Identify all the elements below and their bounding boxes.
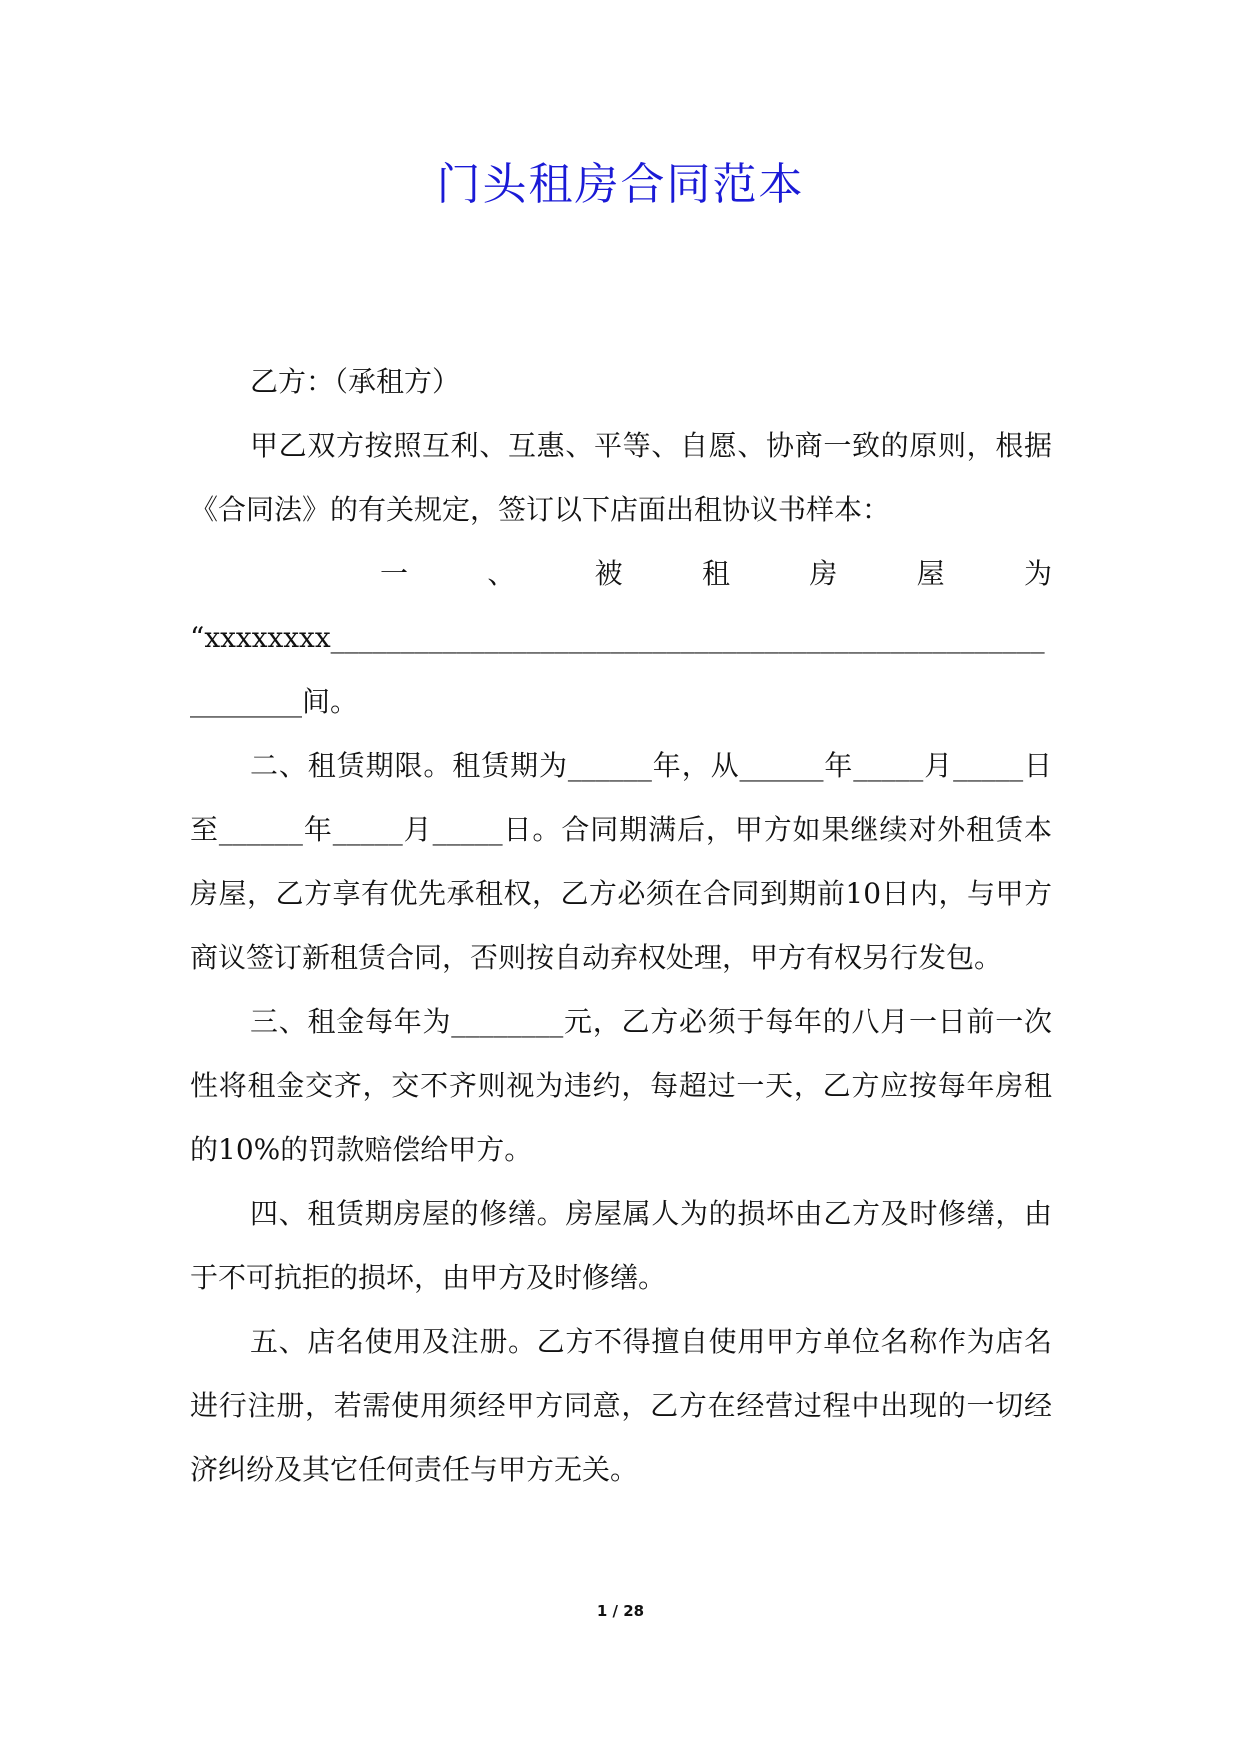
paragraph-party-b: 乙方：（承租方） [250, 365, 461, 398]
paragraph-clause-2-lease-term: 二、租赁期限。租赁期为______年，从______年_____月_____日至______年_____月_____日。合同期满后，甲方如果继续对外租赁本房屋，乙方享有优先承租权，乙方必须在合同到期前10日内，与甲方商议签订新租赁合同，否则按自动弃权处理，甲方有权另行发包。 [190, 749, 1052, 974]
paragraph-intro: 甲乙双方按照互利、互惠、平等、自愿、协商一致的原则，根据《合同法》的有关规定，签订以下店面出租协议书样本： [190, 429, 1052, 526]
paragraph-clause-3-rent: 三、租金每年为________元，乙方必须于每年的八月一日前一次性将租金交齐，交不齐则视为违约，每超过一天，乙方应按每年房租的10%的罚款赔偿给甲方。 [190, 1005, 1052, 1166]
paragraph-clause-1-heading: 一、被租房屋为 [380, 557, 1052, 590]
page-number: 1 / 28 [596, 1602, 645, 1620]
paragraph-clause-5-store-name: 五、店名使用及注册。乙方不得擅自使用甲方单位名称作为店名进行注册，若需使用须经甲方同意，乙方在经营过程中出现的一切经济纠纷及其它任何责任与甲方无关。 [190, 1325, 1052, 1486]
paragraph-clause-4-repairs: 四、租赁期房屋的修缮。房屋属人为的损坏由乙方及时修缮，由于不可抗拒的损坏，由甲方及时修缮。 [190, 1197, 1052, 1294]
document-body [190, 350, 1052, 1502]
paragraph-clause-1-address: “xxxxxxxx___________________________________________________________间。 [190, 621, 1045, 718]
document-title: 门头租房合同范本 [436, 159, 805, 210]
